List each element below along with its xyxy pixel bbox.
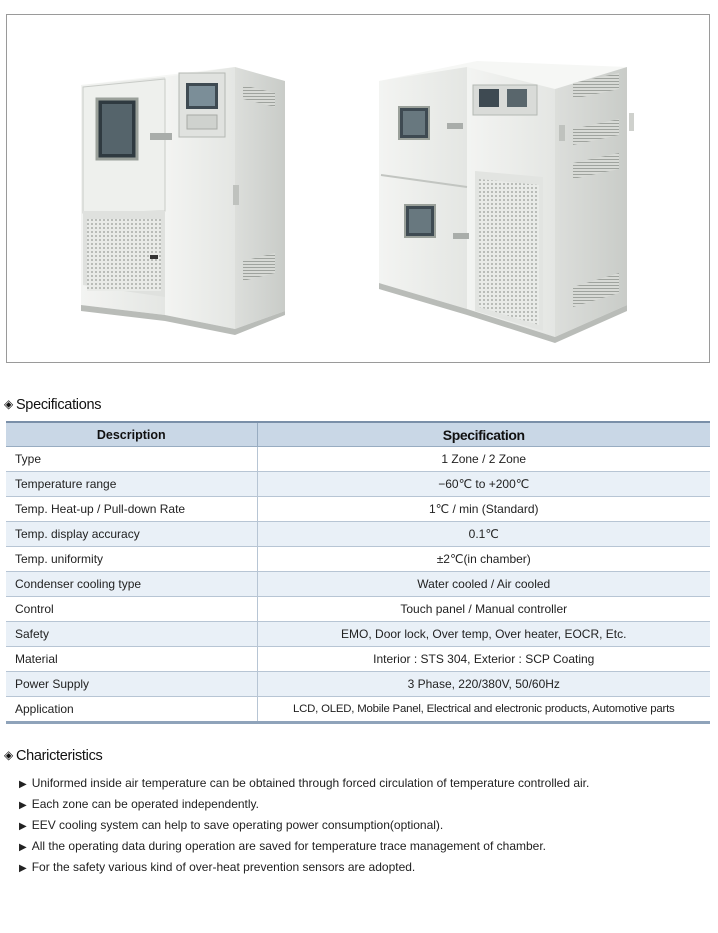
spec-description: Temp. uniformity: [6, 547, 257, 572]
list-item: [19, 795, 589, 816]
spec-value: 3 Phase, 220/380V, 50/60Hz: [257, 672, 710, 697]
spec-value: Touch panel / Manual controller: [257, 597, 710, 622]
spec-value: 1℃ / min (Standard): [257, 497, 710, 522]
characteristics-heading: [4, 748, 102, 764]
triangle-bullet-icon: ▶: [19, 863, 27, 874]
list-item-text: Each zone can be operated independently.: [31, 797, 259, 811]
spec-description: Control: [6, 597, 257, 622]
list-item-text: For the safety various kind of over-heat prevention sensors are adopted.: [31, 860, 416, 874]
list-item: [19, 858, 589, 879]
table-row: [6, 447, 710, 472]
column-header-specification: Specification: [257, 422, 710, 447]
triangle-bullet-icon: ▶: [19, 800, 27, 811]
spec-value: LCD, OLED, Mobile Panel, Electrical and electronic products, Automotive parts: [257, 697, 710, 723]
spec-value: Water cooled / Air cooled: [257, 572, 710, 597]
list-item-text: All the operating data during operation are saved for temperature trace management of chamber.: [31, 839, 547, 853]
spec-value: EMO, Door lock, Over temp, Over heater, EOCR, Etc.: [257, 622, 710, 647]
product-photo: [7, 15, 709, 362]
spec-description: Material: [6, 647, 257, 672]
specifications-heading: [4, 397, 101, 413]
chamber-2-zone: [379, 61, 634, 343]
spec-description: Application: [6, 697, 257, 723]
spec-value: ±2℃(in chamber): [257, 547, 710, 572]
spec-description: Temperature range: [6, 472, 257, 497]
spec-value: 1 Zone / 2 Zone: [257, 447, 710, 472]
spec-description: Type: [6, 447, 257, 472]
diamond-bullet-icon: ◈: [4, 397, 13, 411]
characteristics-list: [19, 774, 589, 879]
spec-value: −60℃ to +200℃: [257, 472, 710, 497]
list-item: [19, 816, 589, 837]
spec-value: Interior : STS 304, Exterior : SCP Coating: [257, 647, 710, 672]
spec-description: Temp. display accuracy: [6, 522, 257, 547]
triangle-bullet-icon: ▶: [19, 842, 27, 853]
spec-description: Power Supply: [6, 672, 257, 697]
list-item-text: Uniformed inside air temperature can be obtained through forced circulation of temperature controlled air.: [31, 776, 590, 790]
table-header-row: [6, 422, 710, 447]
spec-description: Safety: [6, 622, 257, 647]
triangle-bullet-icon: ▶: [19, 821, 27, 832]
table-row: [6, 597, 710, 622]
table-row: [6, 672, 710, 697]
table-row: [6, 472, 710, 497]
product-photo-frame: [6, 14, 710, 363]
table-row: [6, 547, 710, 572]
list-item-text: EEV cooling system can help to save operating power consumption(optional).: [31, 818, 444, 832]
specifications-table: [6, 421, 710, 724]
column-header-description: Description: [6, 422, 257, 447]
spec-description: Condenser cooling type: [6, 572, 257, 597]
spec-description: Temp. Heat-up / Pull-down Rate: [6, 497, 257, 522]
spec-value: 0.1℃: [257, 522, 710, 547]
diamond-bullet-icon: ◈: [4, 748, 13, 762]
table-row: [6, 572, 710, 597]
list-item: [19, 774, 589, 795]
table-row: [6, 647, 710, 672]
list-item: [19, 837, 589, 858]
specifications-heading-text: Specifications: [15, 397, 102, 413]
table-row: [6, 697, 710, 723]
table-row: [6, 522, 710, 547]
triangle-bullet-icon: ▶: [19, 779, 27, 790]
table-row: [6, 622, 710, 647]
table-row: [6, 497, 710, 522]
characteristics-heading-text: Charicteristics: [15, 748, 103, 764]
chamber-1-zone: [81, 67, 285, 335]
